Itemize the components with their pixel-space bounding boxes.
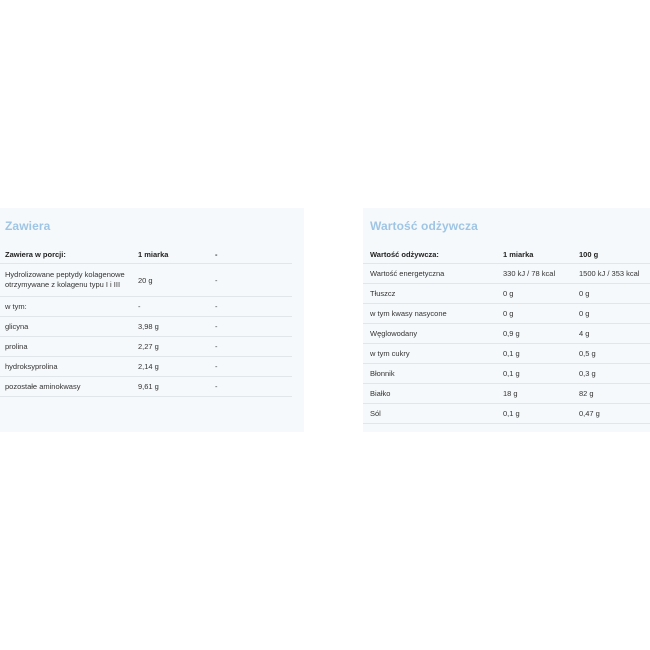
nutrient-name: w tym cukry [363, 344, 496, 364]
table-row [363, 324, 650, 344]
nutrition-panel [363, 208, 650, 432]
nutrient-name: Sól [363, 404, 496, 424]
nutrient-portion-value: 0,9 g [496, 324, 572, 344]
nutrient-name: w tym kwasy nasycone [363, 304, 496, 324]
ingredient-portion-value: - [133, 297, 210, 317]
nutrient-per-100g-value: 82 g [572, 384, 650, 404]
table-row [0, 297, 292, 317]
table-row [0, 377, 292, 397]
table-row [0, 337, 292, 357]
nutrient-per-100g-value: 0,3 g [572, 364, 650, 384]
table-row [0, 357, 292, 377]
table-row [363, 304, 650, 324]
table-row [363, 404, 650, 424]
table-row [363, 384, 650, 404]
nutrient-portion-value: 0,1 g [496, 404, 572, 424]
table-row [363, 264, 650, 284]
nutrient-portion-value: 0,1 g [496, 344, 572, 364]
ingredient-portion-value: 2,14 g [133, 357, 210, 377]
nutrient-name: Błonnik [363, 364, 496, 384]
table-row [0, 264, 292, 297]
ingredient-name: Hydrolizowane peptydy kolagenowe otrzymywane z kolagenu typu I i III [0, 264, 133, 297]
ingredient-portion-value: 20 g [133, 264, 210, 297]
ingredient-extra-value: - [210, 357, 292, 377]
ingredient-extra-value: - [210, 297, 292, 317]
nutrient-per-100g-value: 0,5 g [572, 344, 650, 364]
nutrition-header-nutrient: Wartość odżywcza: [363, 245, 496, 264]
nutrition-title: Wartość odżywcza [370, 219, 478, 233]
contains-header-portion: 1 miarka [133, 245, 210, 264]
nutrient-portion-value: 0 g [496, 284, 572, 304]
nutrient-portion-value: 0 g [496, 304, 572, 324]
ingredient-name: glicyna [0, 317, 133, 337]
table-row [0, 317, 292, 337]
ingredient-portion-value: 9,61 g [133, 377, 210, 397]
ingredient-extra-value: - [210, 377, 292, 397]
nutrient-name: Wartość energetyczna [363, 264, 496, 284]
ingredient-extra-value: - [210, 337, 292, 357]
nutrient-per-100g-value: 1500 kJ / 353 kcal [572, 264, 650, 284]
table-row [363, 364, 650, 384]
nutrient-per-100g-value: 0 g [572, 304, 650, 324]
ingredient-extra-value: - [210, 317, 292, 337]
nutrition-header-portion: 1 miarka [496, 245, 572, 264]
table-row [363, 344, 650, 364]
ingredient-portion-value: 3,98 g [133, 317, 210, 337]
ingredient-name: pozostałe aminokwasy [0, 377, 133, 397]
nutrient-per-100g-value: 0,47 g [572, 404, 650, 424]
nutrient-name: Węglowodany [363, 324, 496, 344]
nutrition-table [363, 245, 650, 424]
nutrient-name: Białko [363, 384, 496, 404]
contains-table [0, 245, 292, 397]
nutrient-per-100g-value: 0 g [572, 284, 650, 304]
ingredient-extra-value: - [210, 264, 292, 297]
nutrition-header-row [363, 245, 650, 264]
ingredient-name: prolina [0, 337, 133, 357]
nutrient-portion-value: 330 kJ / 78 kcal [496, 264, 572, 284]
contains-panel [0, 208, 304, 432]
contains-header-row [0, 245, 292, 264]
ingredient-portion-value: 2,27 g [133, 337, 210, 357]
nutrient-portion-value: 0,1 g [496, 364, 572, 384]
ingredient-name: w tym: [0, 297, 133, 317]
nutrient-portion-value: 18 g [496, 384, 572, 404]
contains-header-ingredient: Zawiera w porcji: [0, 245, 133, 264]
table-row [363, 284, 650, 304]
ingredient-name: hydroksyprolina [0, 357, 133, 377]
nutrient-per-100g-value: 4 g [572, 324, 650, 344]
contains-title: Zawiera [5, 219, 51, 233]
nutrition-header-per-100g: 100 g [572, 245, 650, 264]
contains-header-extra: - [210, 245, 292, 264]
nutrient-name: Tłuszcz [363, 284, 496, 304]
